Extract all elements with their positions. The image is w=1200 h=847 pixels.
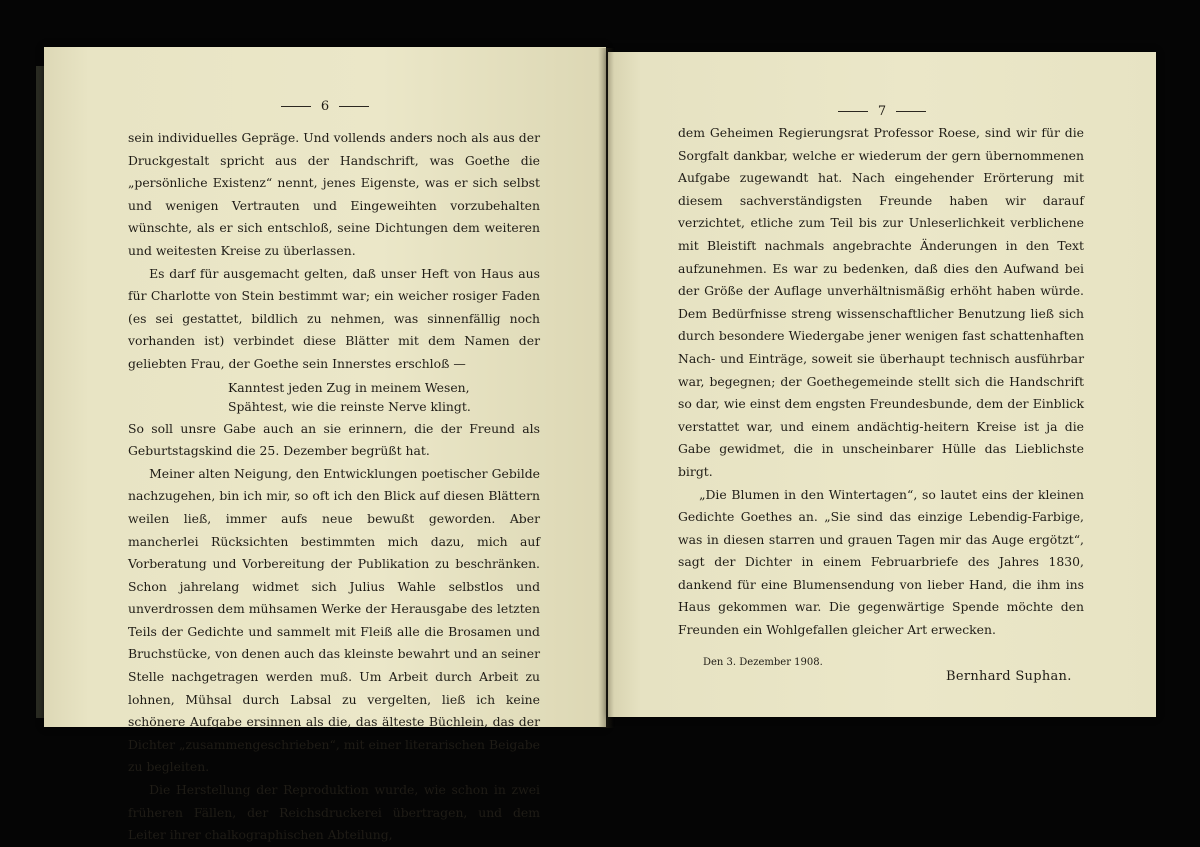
paragraph: sein individuelles Gepräge. Und vollends anders noch als aus der Druckgestalt spricht aus der Handschrift, was Goethe die „persönliche Existenz“ nennt, jenes Eigenste, was er sich selbst und wenigen Vertrauten und Eingeweihten vorzubehalten wünschte, als er sich entschloß, seine Dichtungen dem weiteren und weitesten Kreise zu überlassen. [128,130,540,258]
header-rule [281,106,311,107]
book-gutter [598,48,614,728]
verse-line: Spähtest, wie die reinste Nerve klingt. [228,398,471,414]
page-number-header [44,99,606,114]
paragraph: Meiner alten Neigung, den Entwicklungen poetischer Gebilde nachzugehen, bin ich mir, so oft ich den Blick auf diesen Blättern weilen ließ, immer aufs neue bewußt geworden. Aber mancherlei Rücksichten bestimmten mich dazu, mich auf Vorberatung und Vorbereitung der Publikation zu beschränken. Schon jahrelang widmet sich Julius Wahle selbstlos und unverdrossen dem mühsamen Werke der Herausgabe des letzten Teils der Gedichte und sammelt mit Fleiß alle die Brosamen und Bruchstücke, von denen auch das kleinste bewahrt und an seiner Stelle nachgetragen werden muß. Um Arbeit durch Arbeit zu lohnen, Mühsal durch Labsal zu vergelten, ließ ich keine schönere Aufgabe ersinnen als die, das älteste Büchlein, das der Dichter „zusammengeschrieben“, mit einer literarischen Beigabe zu begleiten. [128,465,540,775]
header-rule [896,111,926,112]
page-number: 7 [877,104,887,119]
paragraph: Es darf für ausgemacht gelten, daß unser Heft von Haus aus für Charlotte von Stein bestimmt war; ein weicher rosiger Faden (es sei gestattet, bildlich zu nehmen, was sinnenfällig noch vorhanden ist) verbindet diese Blätter mit dem Namen der geliebten Frau, der Goethe sein Innerstes erschloß — [128,265,540,371]
paragraph: Die Herstellung der Reproduktion wurde, wie schon in zwei früheren Fällen, der Reichsdruckerei übertragen, und dem Leiter ihrer chalkographischen Abteilung, [128,782,540,843]
right-page-body [678,122,1084,688]
paragraph: dem Geheimen Regierungsrat Professor Roese, sind wir für die Sorgfalt dankbar, welche er wiederum der gern übernommenen Aufgabe zugewandt hat. Nach eingehender Erörterung mit diesem sachverständigsten Freunde haben wir darauf verzichtet, etliche zum Teil bis zur Unleserlichkeit verblichene mit Bleistift nachmals angebrachte Änderungen in den Text aufzunehmen. Es war zu bedenken, daß dies den Aufwand bei der Größe der Auflage unverhältnismäßig erhöht haben würde. Dem Bedürfnisse streng wissenschaftlicher Benutzung ließ sich durch besondere Wiedergabe jener wenigen fast schattenhaften Nach- und Einträge, soweit sie überhaupt technisch ausführbar war, begegnen; der Goethegemeinde stellt sich die Handschrift so dar, wie einst dem engsten Freundesbunde, dem der Einblick verstattet war, und einem andächtig-heitern Kreise ist ja die Gabe gewidmet, die in unscheinbarer Hülle das Lieblichste birgt. [678,125,1084,479]
verse-line: Kanntest jeden Zug in meinem Wesen, [228,379,470,395]
dateline: Den 3. Dezember 1908. [703,656,823,668]
right-page [608,52,1156,717]
verse-quote [228,376,540,418]
left-page-body [128,127,540,847]
header-rule [339,106,369,107]
signature: Bernhard Suphan. [946,668,1072,684]
header-rule [838,111,868,112]
paragraph: So soll unsre Gabe auch an sie erinnern, die der Freund als Geburtstagskind die 25. Dezember begrüßt hat. [128,420,540,459]
left-page [44,47,606,843]
paragraph: „Die Blumen in den Wintertagen“, so lautet eins der kleinen Gedichte Goethes an. „Sie sind das einzige Lebendig-Farbige, was in diesen starren und grauen Tagen mir das Auge ergötzt“, sagt der Dichter in einem Februarbriefe des Jahres 1830, dankend für eine Blumensendung von lieber Hand, die ihm ins Haus gekommen war. Die gegenwärtige Spende möchte den Freunden ein Wohlgefallen gleicher Art erwecken. [678,486,1084,638]
page-number: 6 [320,99,330,114]
page-number-header [608,104,1156,119]
